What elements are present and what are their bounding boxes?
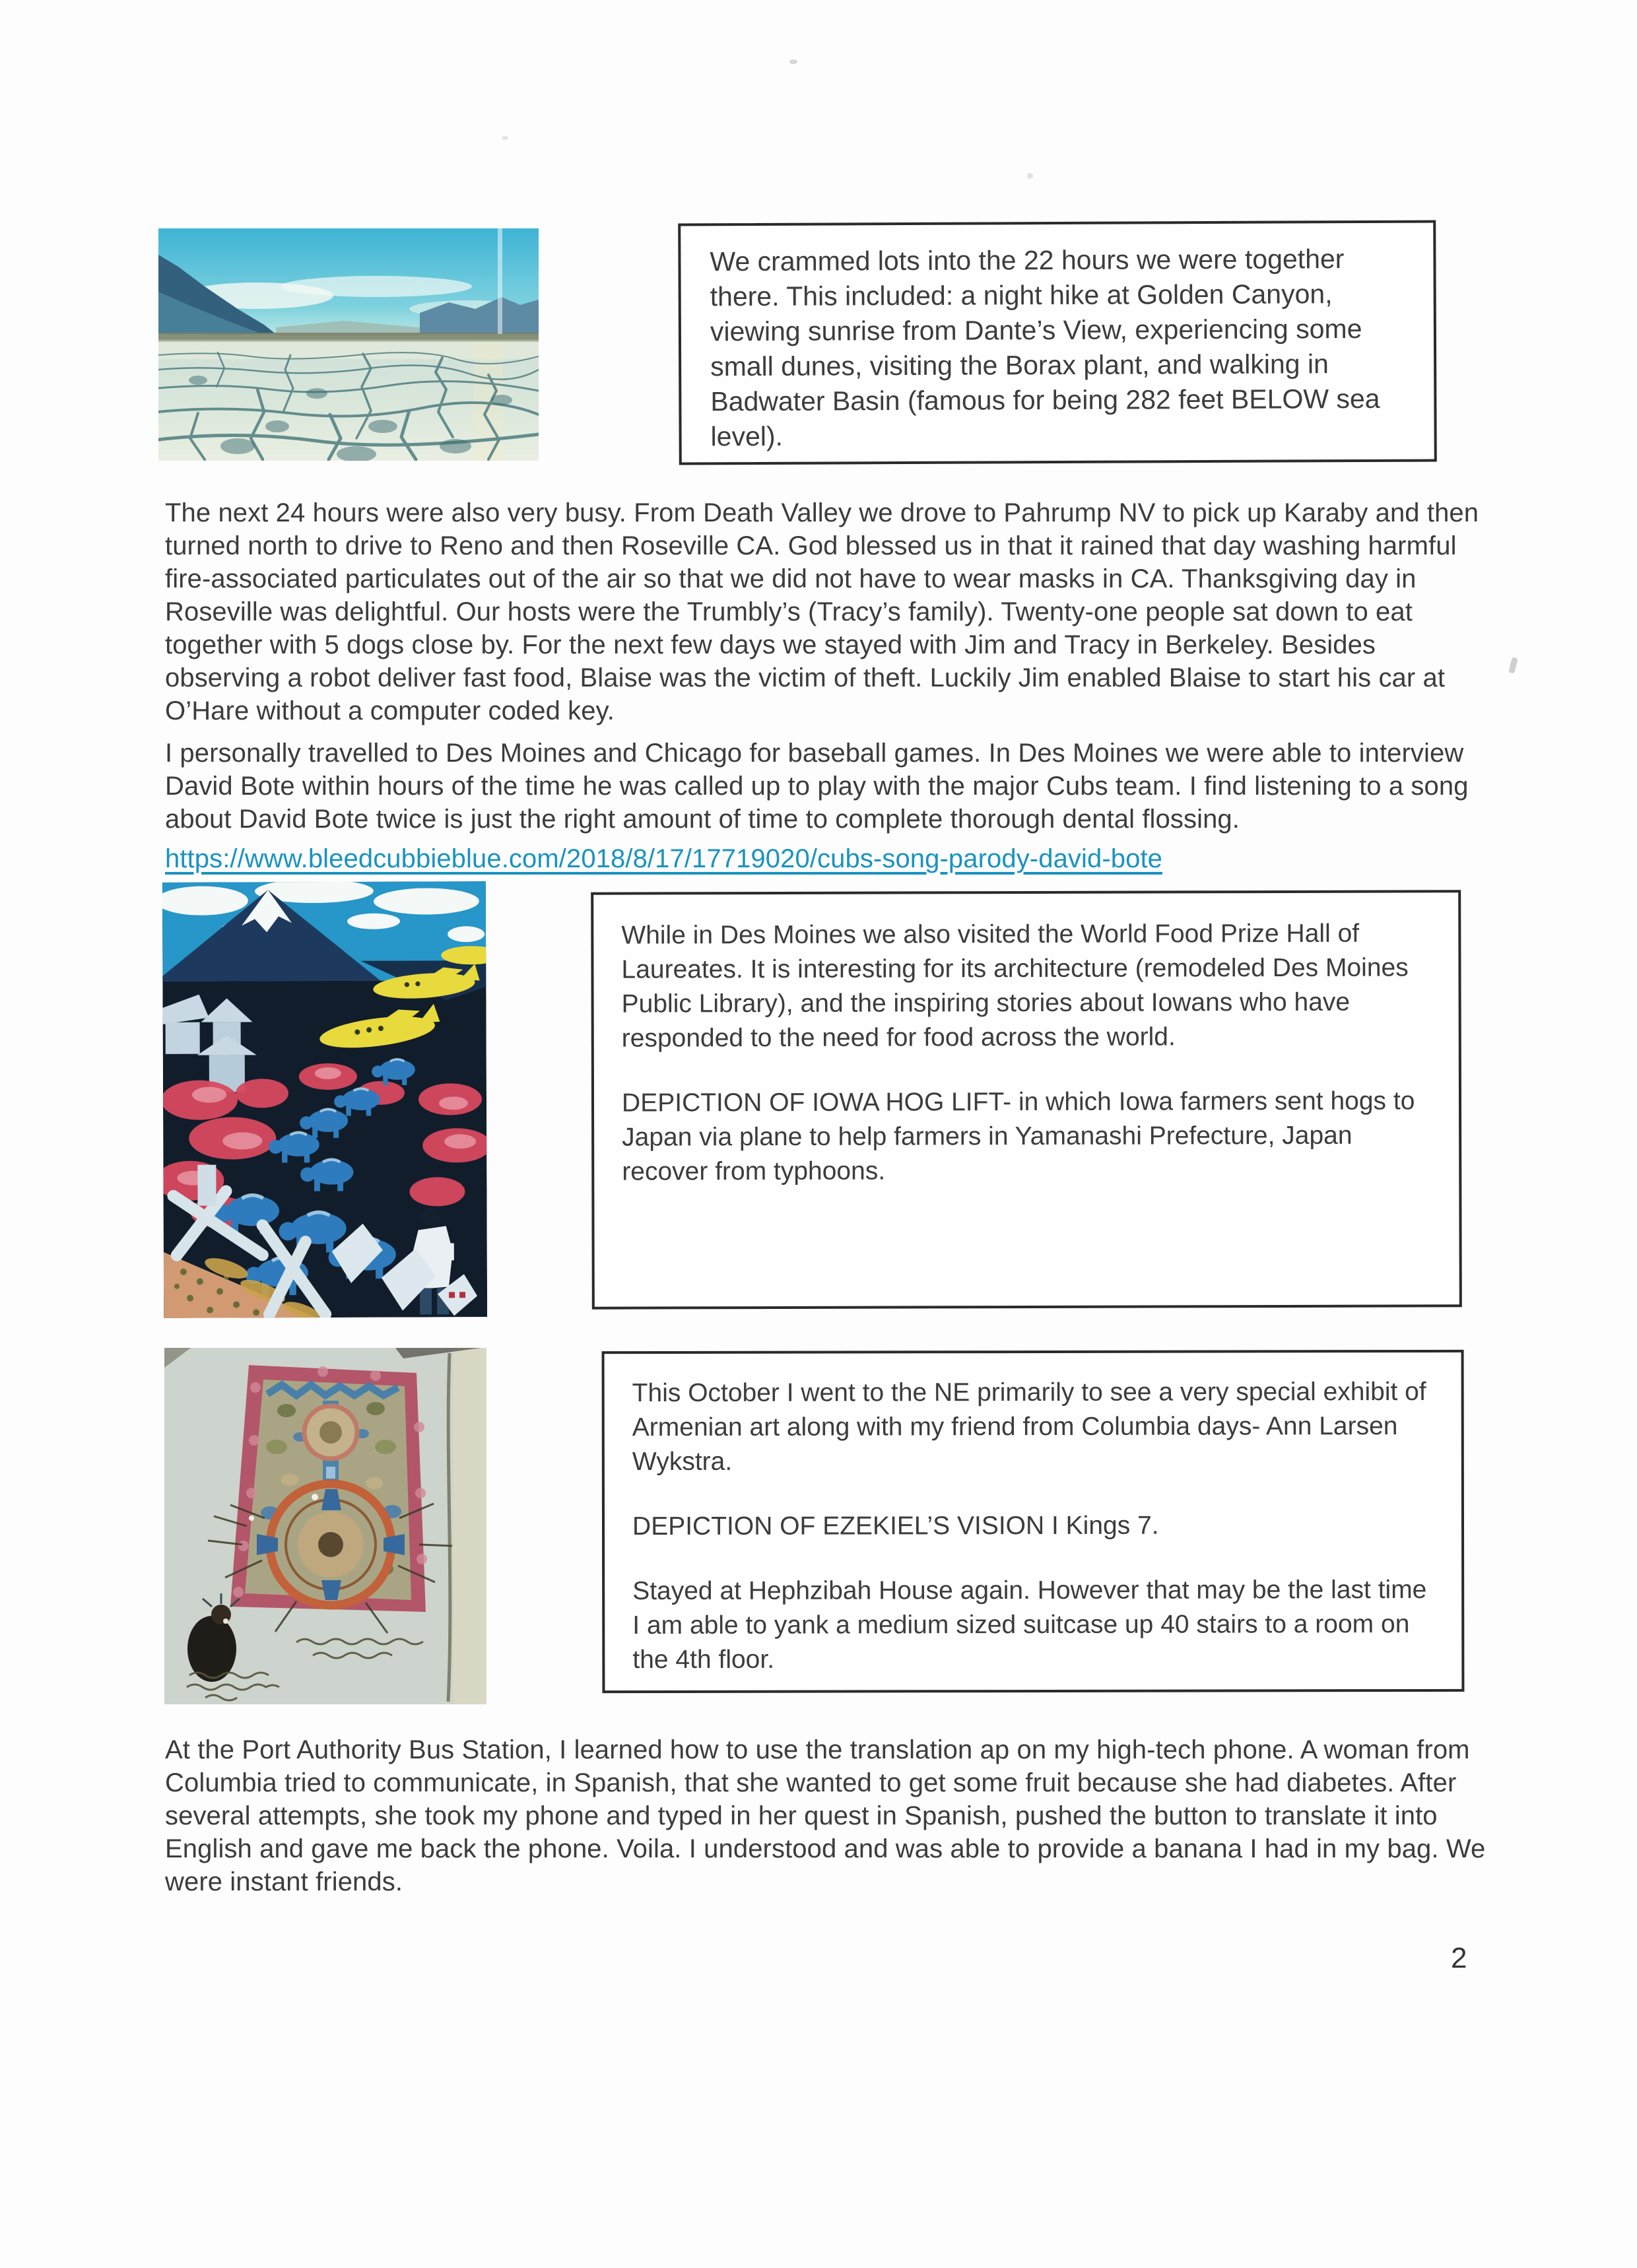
paragraph-baseball-text: I personally travelled to Des Moines and Chicago for baseball games. In Des Moines we were able to interview David Bote within hours of the time he was called up to play with the major Cubs team. I find listening to a song about David Bote twice is just the right amount of time to complete thorough dental flossing. (165, 739, 1469, 834)
callout-armenian-para2: DEPICTION OF EZEKIEL’S VISION I Kings 7. (632, 1511, 1159, 1541)
iowa-hog-lift-print (162, 881, 487, 1318)
scan-speck (789, 59, 797, 64)
paragraph-baseball-block (165, 737, 1493, 875)
callout-death-valley-text: We crammed lots into the 22 hours we were together there. This included: a night hike at Golden Canyon, viewing sunrise from Dante’s View, experiencing some small dunes, visiting the Borax plant, and walking in Badwater Basin (famous for being 282 feet BELOW sea level). (710, 244, 1380, 452)
badwater-basin-photo (158, 228, 539, 461)
scan-speck (1027, 173, 1033, 179)
callout-wfp-para2: DEPICTION OF IOWA HOG LIFT- in which Iowa farmers sent hogs to Japan via plane to help farmers in Yamanashi Prefecture, Japan recover from typhoons. (621, 1086, 1415, 1186)
callout-armenian-para3: Stayed at Hephzibah House again. However that may be the last time I am able to yank a medium sized suitcase up 40 stairs to a room on the 4th floor. (632, 1575, 1427, 1675)
scan-artifact (1508, 657, 1518, 673)
scan-speck (502, 136, 508, 140)
paragraph-port-authority: At the Port Authority Bus Station, I learned how to use the translation ap on my high-tech phone. A woman from Columbia tried to communicate, in Spanish, that she wanted to get some fruit because she had diabetes. After several attempts, she took my phone and typed in her quest in Spanish, pushed the button to translate it into English and gave me back the phone. Voila. I understood and was able to provide a banana I had in my bag. We were instant friends. (165, 1735, 1486, 1896)
callout-armenian-exhibit (602, 1350, 1465, 1693)
ezekiel-vision-manuscript-photo (164, 1348, 486, 1704)
callout-death-valley (678, 220, 1437, 465)
page-number: 2 (1451, 1942, 1467, 1974)
callout-world-food-prize (591, 890, 1462, 1309)
paragraph-travel-24-hours: The next 24 hours were also very busy. From Death Valley we drove to Pahrump NV to pick up Karaby and then turned north to drive to Reno and then Roseville CA. God blessed us in that it rained that day washing harmful fire-associated particulates out of the air so that we did not have to wear masks in CA. Thanksgiving day in Roseville was delightful. Our hosts were the Trumbly’s (Tracy’s family). Twenty-one people sat down to eat together with 5 dogs close by. For the next few days we stayed with Jim and Tracy in Berkeley. Besides observing a robot deliver fast food, Blaise was the victim of theft. Luckily Jim enabled Blaise to start his car at O’Hare without a computer coded key. (165, 498, 1479, 725)
bleedcubbieblue-link[interactable]: https://www.bleedcubbieblue.com/2018/8/17/17719020/cubs-song-parody-david-bote (165, 844, 1163, 873)
callout-armenian-para1: This October I went to the NE primarily to see a very special exhibit of Armenian art along with my friend from Columbia days- Ann Larsen Wykstra. (632, 1377, 1426, 1477)
callout-wfp-para1: While in Des Moines we also visited the World Food Prize Hall of Laureates. It is interesting for its architecture (remodeled Des Moines Public Library), and the inspiring stories about Iowans who have responded to the need for food across the world. (621, 919, 1409, 1053)
